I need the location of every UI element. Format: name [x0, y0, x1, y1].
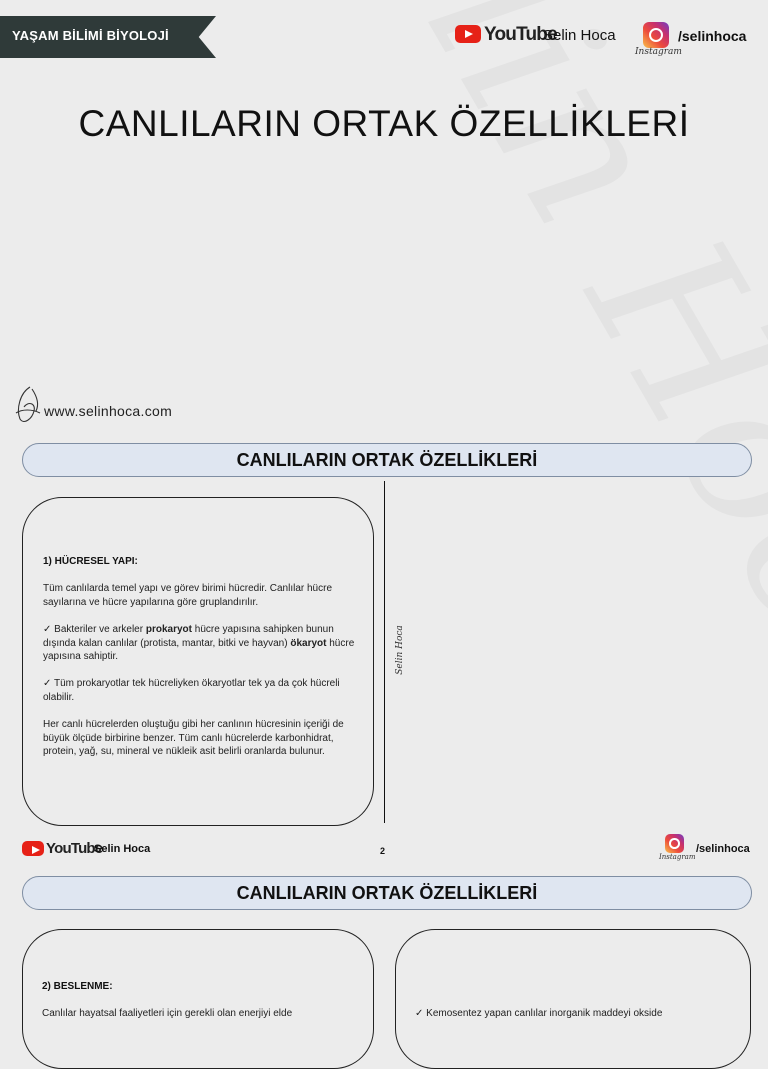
section-title-bar: CANLILARIN ORTAK ÖZELLİKLERİ — [22, 443, 752, 477]
footer-instagram-handle[interactable]: /selinhoca — [696, 843, 750, 855]
instagram-caption: Instagram — [635, 47, 682, 57]
section2-right-paragraph-1: ✓ Kemosentez yapan canlılar inorganik maddeyi okside — [415, 1008, 663, 1019]
website-link[interactable]: www.selinhoca.com — [44, 403, 173, 419]
section1-paragraph-1: Tüm canlılarda temel yapı ve görev birimi hücredir. Canlılar hücre sayılarına ve hücre yapılarına göre gruplandırılır. — [43, 583, 333, 608]
youtube-wordmark[interactable]: YouTube — [484, 24, 557, 45]
footer-instagram-caption: Instagram — [659, 853, 696, 861]
column-divider — [384, 481, 385, 823]
main-title: CANLILARIN ORTAK ÖZELLİKLERİ — [78, 103, 690, 144]
nutrition-text-left — [42, 980, 354, 1034]
section1-paragraph-2: ✓ Bakteriler ve arkeler prokaryot hücre yapısına sahipken bunun dışında kalan canlılar (protista, mantar, bitki ve hayvan) ökaryot hücre yapısına sahiptir. — [43, 623, 355, 663]
page-number: 2 — [380, 846, 386, 856]
section2-paragraph-1: Canlılar hayatsal faaliyetleri için gerekli olan enerjiyi elde — [42, 1008, 293, 1020]
instagram-handle[interactable]: /selinhoca — [678, 28, 747, 44]
section1-heading: 1) HÜCRESEL YAPI: — [43, 556, 138, 567]
instagram-icon[interactable] — [643, 22, 669, 48]
footer-channel-name[interactable]: Selin Hoca — [94, 843, 151, 855]
vertical-signature: Selin Hoca — [394, 625, 405, 675]
cellular-structure-text — [43, 555, 355, 773]
channel-name[interactable]: Selin Hoca — [543, 27, 616, 44]
section1-paragraph-4: Her canlı hücrelerden oluştuğu gibi her canlının hücresinin içeriği de büyük ölçüde birbirine benzer. Tüm canlı hücrelerde karbonhidrat, protein, yağ, su, mineral ve nükleik asit belirli oranlarda bulunur. — [43, 719, 344, 758]
signature-icon — [10, 383, 44, 425]
ribbon-label: YAŞAM BİLİMİ BİYOLOJİ — [12, 28, 169, 43]
youtube-icon[interactable] — [455, 25, 481, 43]
section2-heading: 2) BESLENME: — [42, 981, 113, 992]
nutrition-card-right — [395, 929, 751, 1069]
footer-instagram-icon[interactable] — [665, 834, 684, 853]
footer-youtube-icon[interactable] — [22, 841, 44, 856]
section1-paragraph-3: ✓ Tüm prokaryotlar tek hücreliyken ökaryotlar tek ya da çok hücreli olabilir. — [43, 678, 340, 703]
section2-title-bar: CANLILARIN ORTAK ÖZELLİKLERİ — [22, 876, 752, 910]
footer-youtube-wordmark[interactable]: YouTube — [46, 840, 103, 857]
nutrition-text-right — [415, 1007, 735, 1034]
